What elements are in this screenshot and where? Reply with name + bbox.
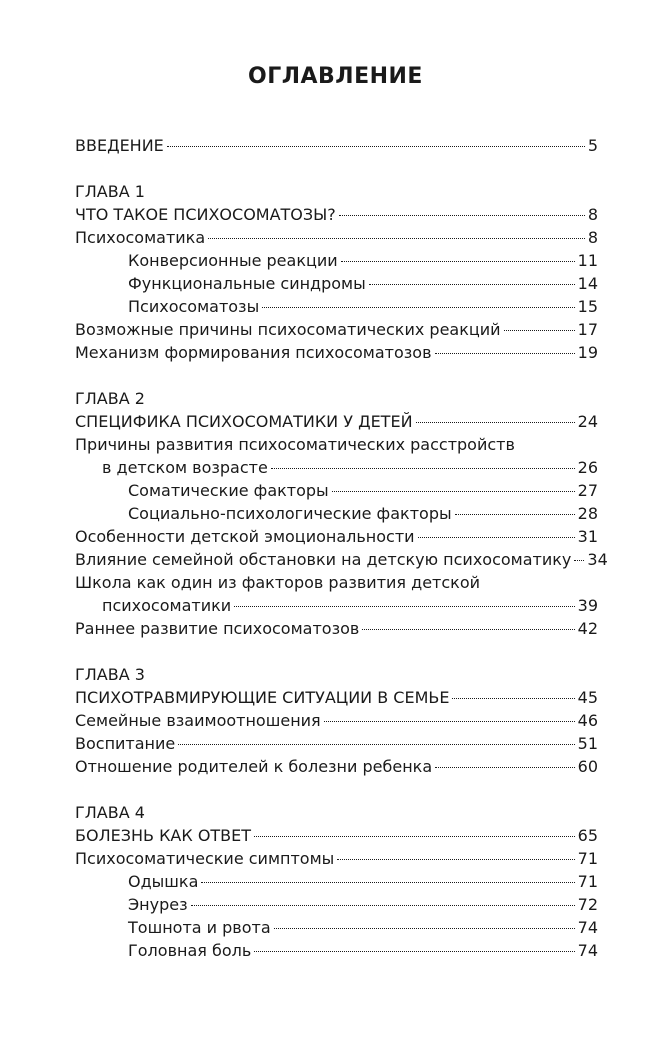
toc-entry-title: Головная боль xyxy=(128,941,252,960)
toc-entry-title: Раннее развитие психосоматозов xyxy=(75,619,360,638)
toc-entry-page: 74 xyxy=(577,941,598,960)
toc-entry xyxy=(75,755,598,778)
toc-entry-title: Возможные причины психосоматических реакций xyxy=(75,320,501,339)
toc-entry-page: 17 xyxy=(577,320,598,339)
toc-entry-title: Одышка xyxy=(128,872,199,891)
dot-leader xyxy=(339,215,585,216)
toc-entry xyxy=(128,502,598,525)
toc-entry-page: 8 xyxy=(587,205,598,224)
dot-leader xyxy=(332,491,575,492)
dot-leader xyxy=(274,928,575,929)
toc-entry-page: 71 xyxy=(577,872,598,891)
toc-entry-page: 60 xyxy=(577,757,598,776)
toc-entry xyxy=(75,134,598,157)
toc-entry xyxy=(75,226,598,249)
toc-entry xyxy=(75,410,598,433)
toc-entry-page: 45 xyxy=(577,688,598,707)
dot-leader xyxy=(341,261,575,262)
toc-entry xyxy=(75,571,598,594)
toc-entry xyxy=(75,387,598,410)
toc-entry-page: 42 xyxy=(577,619,598,638)
dot-leader xyxy=(271,468,575,469)
toc-entry xyxy=(128,893,598,916)
toc-entry xyxy=(75,318,598,341)
dot-leader xyxy=(369,284,575,285)
dot-leader xyxy=(416,422,575,423)
toc-entry-page: 15 xyxy=(577,297,598,316)
toc-entry-title: Энурез xyxy=(128,895,188,914)
dot-leader xyxy=(362,629,574,630)
toc-entry xyxy=(128,295,598,318)
dot-leader xyxy=(254,951,574,952)
dot-leader xyxy=(337,859,574,860)
toc-entry xyxy=(128,916,598,939)
toc-entry xyxy=(75,686,598,709)
toc-entry-title: Социально-психологические факторы xyxy=(128,504,452,523)
toc-entry xyxy=(128,870,598,893)
toc-entry xyxy=(75,548,608,571)
toc-entry-page: 31 xyxy=(577,527,598,546)
toc-entry-title: ВВЕДЕНИЕ xyxy=(75,136,164,155)
dot-leader xyxy=(455,514,575,515)
dot-leader xyxy=(574,560,584,561)
dot-leader xyxy=(167,146,585,147)
toc-entry-title: Отношение родителей к болезни ребенка xyxy=(75,757,433,776)
dot-leader xyxy=(234,606,574,607)
toc-entry-title: Конверсионные реакции xyxy=(128,251,338,270)
toc-entry xyxy=(102,456,598,479)
toc-entry xyxy=(75,525,598,548)
toc-entry xyxy=(75,732,598,755)
toc-entry-title: Функциональные синдромы xyxy=(128,274,366,293)
dot-leader xyxy=(435,767,575,768)
toc-entry-title: ГЛАВА 2 xyxy=(75,389,145,408)
toc-entry xyxy=(75,433,598,456)
toc-entry-title: Школа как один из факторов развития детской xyxy=(75,573,481,592)
toc-entry xyxy=(75,824,598,847)
toc-entry-title: Механизм формирования психосоматозов xyxy=(75,343,432,362)
toc-entry-page: 51 xyxy=(577,734,598,753)
toc-entry-title: ПСИХОТРАВМИРУЮЩИЕ СИТУАЦИИ В СЕМЬЕ xyxy=(75,688,450,707)
dot-leader xyxy=(201,882,574,883)
dot-leader xyxy=(435,353,575,354)
toc-entry-title: Психосоматика xyxy=(75,228,206,247)
toc-entry-page: 39 xyxy=(577,596,598,615)
toc-entry-title: Семейные взаимоотношения xyxy=(75,711,321,730)
toc-entry-page: 74 xyxy=(577,918,598,937)
toc-entry-page: 65 xyxy=(577,826,598,845)
toc-entry-page: 28 xyxy=(577,504,598,523)
toc-entry-page: 34 xyxy=(587,550,608,569)
toc-entry-page: 8 xyxy=(587,228,598,247)
toc-entry-title: Психосоматические симптомы xyxy=(75,849,335,868)
page-title: ОГЛАВЛЕНИЕ xyxy=(248,64,423,89)
toc-entry-title: Влияние семейной обстановки на детскую психосоматику xyxy=(75,550,572,569)
toc-entry-page: 5 xyxy=(587,136,598,155)
toc-entry xyxy=(75,180,598,203)
toc-entry xyxy=(75,709,598,732)
toc-entry xyxy=(75,203,598,226)
dot-leader xyxy=(178,744,574,745)
dot-leader xyxy=(191,905,575,906)
toc-entry-page: 46 xyxy=(577,711,598,730)
toc-entry-title: психосоматики xyxy=(102,596,232,615)
dot-leader xyxy=(418,537,575,538)
toc-entry-title: СПЕЦИФИКА ПСИХОСОМАТИКИ У ДЕТЕЙ xyxy=(75,412,413,431)
toc-entry xyxy=(128,272,598,295)
toc-entry xyxy=(75,617,598,640)
toc-entry-page: 19 xyxy=(577,343,598,362)
toc-entry-title: Психосоматозы xyxy=(128,297,260,316)
dot-leader xyxy=(208,238,585,239)
toc-entry-title: в детском возрасте xyxy=(102,458,268,477)
toc-entry xyxy=(75,341,598,364)
toc-entry xyxy=(128,249,598,272)
toc-entry xyxy=(128,939,598,962)
toc-entry-title: ЧТО ТАКОЕ ПСИХОСОМАТОЗЫ? xyxy=(75,205,336,224)
dot-leader xyxy=(324,721,575,722)
toc-entry xyxy=(75,847,598,870)
toc-entry xyxy=(75,801,598,824)
toc-entry-page: 27 xyxy=(577,481,598,500)
toc-entry-title: Соматические факторы xyxy=(128,481,329,500)
toc-entry-page: 14 xyxy=(577,274,598,293)
toc-entry xyxy=(128,479,598,502)
dot-leader xyxy=(262,307,574,308)
dot-leader xyxy=(254,836,575,837)
toc-entry-page: 24 xyxy=(577,412,598,431)
toc-entry-title: Причины развития психосоматических расстройств xyxy=(75,435,515,454)
toc-entry-title: ГЛАВА 3 xyxy=(75,665,145,684)
toc-entry-title: Воспитание xyxy=(75,734,176,753)
toc-entry-title: ГЛАВА 4 xyxy=(75,803,145,822)
toc-entry-title: Тошнота и рвота xyxy=(128,918,271,937)
toc-entry-title: БОЛЕЗНЬ КАК ОТВЕТ xyxy=(75,826,252,845)
toc-entry xyxy=(102,594,598,617)
toc-entry-title: ГЛАВА 1 xyxy=(75,182,145,201)
toc-entry-page: 72 xyxy=(577,895,598,914)
dot-leader xyxy=(452,698,574,699)
toc-entry xyxy=(75,663,598,686)
toc-entry-page: 11 xyxy=(577,251,598,270)
toc-entry-title: Особенности детской эмоциональности xyxy=(75,527,415,546)
toc-entry-page: 71 xyxy=(577,849,598,868)
toc-entry-page: 26 xyxy=(577,458,598,477)
dot-leader xyxy=(504,330,575,331)
